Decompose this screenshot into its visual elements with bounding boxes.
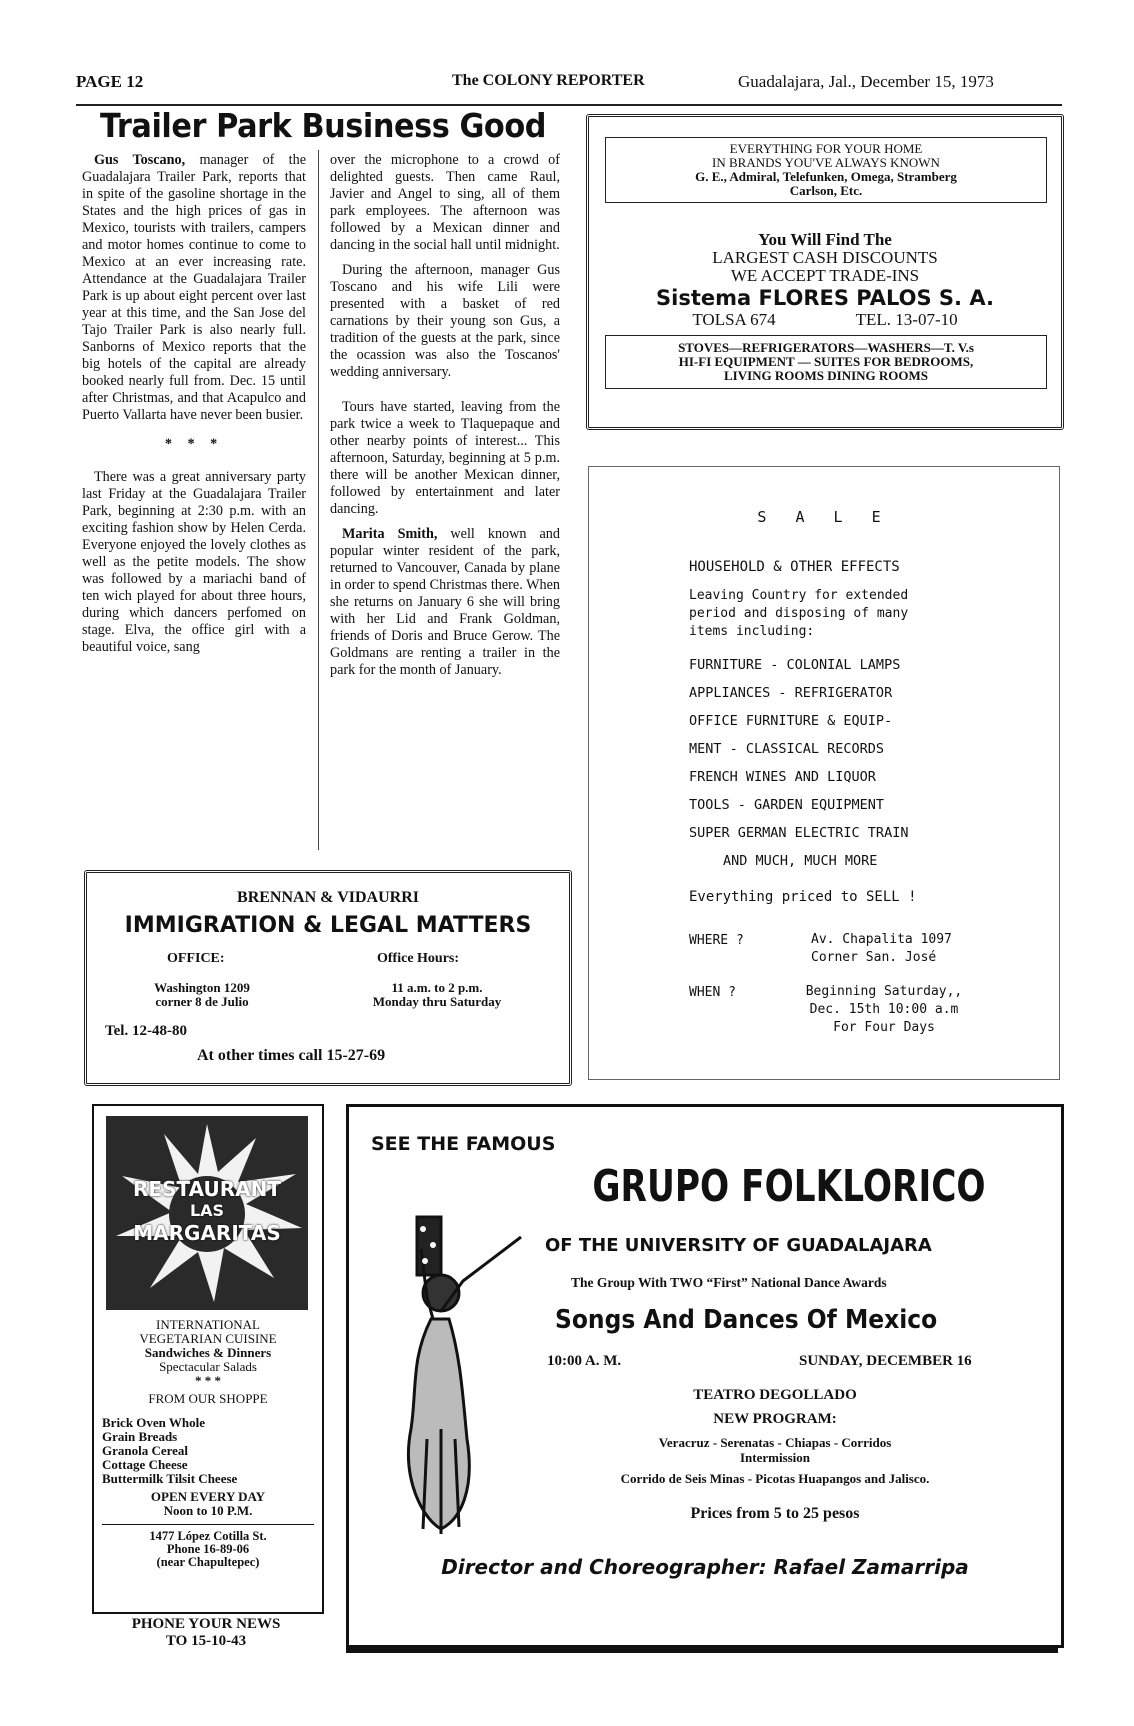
- page-number: PAGE 12: [76, 72, 144, 91]
- address-line: 1477 López Cotilla St.: [149, 1529, 267, 1543]
- program-list: [545, 1435, 1005, 1486]
- sale-priced: Everything priced to SELL !: [689, 889, 917, 905]
- shoppe-item: Buttermilk Tilsit Cheese: [102, 1471, 238, 1486]
- sale-title: S A L E: [757, 508, 891, 526]
- lead-name: Marita Smith,: [342, 526, 438, 542]
- hours-label: Office Hours:: [377, 951, 460, 966]
- ad-line: IN BRANDS YOU'VE ALWAYS KNOWN: [712, 155, 940, 170]
- hours-line: 11 a.m. to 2 p.m.: [391, 980, 483, 995]
- where-label: WHERE ?: [689, 933, 744, 948]
- address-line: (near Chapultepec): [156, 1555, 260, 1569]
- prices-line: Prices from 5 to 25 pesos: [690, 1505, 860, 1522]
- when-label: WHEN ?: [689, 985, 736, 1000]
- sale-item: OFFICE FURNITURE & EQUIP-: [689, 713, 893, 729]
- detail-line: Spectacular Salads: [159, 1359, 257, 1374]
- where-details: [811, 931, 952, 967]
- awards-line: The Group With TWO “First” National Dance Awards: [571, 1275, 887, 1290]
- show-time: 10:00 A. M.: [547, 1353, 622, 1369]
- ad-line: WE ACCEPT TRADE-INS: [730, 266, 920, 285]
- restaurant-details: [94, 1318, 322, 1406]
- shoppe-item: Granola Cereal: [102, 1443, 189, 1458]
- program-line: Intermission: [739, 1450, 811, 1465]
- column-divider: [318, 150, 319, 850]
- venue-name: TEATRO DEGOLLADO: [693, 1387, 857, 1403]
- restaurant-ad: [92, 1104, 324, 1614]
- section-stars: * * *: [164, 436, 224, 452]
- director-line: Director and Choreographer: Rafael Zamarripa: [441, 1555, 969, 1579]
- sale-subtitle: HOUSEHOLD & OTHER EFFECTS: [689, 559, 900, 575]
- sale-address: Corner San. José: [811, 950, 937, 965]
- address-line: corner 8 de Julio: [155, 994, 249, 1009]
- firm-names: BRENNAN & VIDAURRI: [237, 889, 419, 906]
- folklorico-ad: [346, 1104, 1064, 1648]
- lead-name: Gus Toscano,: [94, 152, 186, 168]
- sale-intro: Leaving Country for extended period and disposing of many items including:: [689, 588, 909, 639]
- news-line: PHONE YOUR NEWS: [131, 1616, 281, 1632]
- logo-line: LAS: [189, 1201, 225, 1220]
- songs-headline: Songs And Dances Of Mexico: [555, 1305, 938, 1335]
- ad-line: LIVING ROOMS DINING ROOMS: [723, 368, 929, 383]
- program-line: Corrido de Seis Minas - Picotas Huapangos and Jalisco.: [620, 1471, 930, 1486]
- detail-line: * * *: [195, 1373, 221, 1388]
- restaurant-address: [94, 1530, 322, 1569]
- shoppe-item: Grain Breads: [102, 1429, 178, 1444]
- sale-ad: [588, 466, 1060, 1080]
- venue-block: [545, 1383, 1005, 1431]
- firm-headline: IMMIGRATION & LEGAL MATTERS: [124, 913, 532, 938]
- sale-item: APPLIANCES - REFRIGERATOR: [689, 685, 893, 701]
- ad-line: HI-FI EQUIPMENT — SUITES FOR BEDROOMS,: [678, 354, 974, 369]
- sale-item: TOOLS - GARDEN EQUIPMENT: [689, 797, 885, 813]
- news-line: TO 15-10-43: [165, 1633, 247, 1649]
- paragraph: Tours have started, leaving from the park twice a week to Tlaquepaque and other nearby points of interest... This afternoon, Saturday, beginning at 5 p.m. there will be another Mexican dinner, followed by entertainment and later dancing.: [330, 399, 560, 517]
- ad-line: EVERYTHING FOR YOUR HOME: [729, 141, 923, 156]
- sale-item: FURNITURE - COLONIAL LAMPS: [689, 657, 901, 673]
- article-title: Trailer Park Business Good: [100, 106, 546, 145]
- shoppe-items: [102, 1416, 316, 1486]
- office-hours: [337, 981, 537, 1009]
- paragraph: There was a great anniversary party last Friday at the Guadalajara Trailer Park, beginning at 2:30 p.m. with an exciting fashion show by Helen Cerda. Everyone enjoyed the lovely clothes as well as the petite models. The show was followed by a mariachi band of ten wich played for about three hours, during which dancers perfomed on stage. Elva, the office girl with a beautiful voice, sang: [82, 469, 306, 655]
- sale-item: AND MUCH, MUCH MORE: [723, 853, 878, 869]
- logo-line: RESTAURANT: [133, 1177, 281, 1201]
- see-the-famous: SEE THE FAMOUS: [371, 1133, 556, 1155]
- firm-other-phone: At other times call 15-27-69: [197, 1047, 386, 1064]
- hours-line: OPEN EVERY DAY: [150, 1489, 266, 1504]
- university-line: OF THE UNIVERSITY OF GUADALAJARA: [545, 1235, 932, 1256]
- ad-line: STOVES—REFRIGERATORS—WASHERS—T. V.s: [678, 340, 974, 355]
- brands-box: [605, 137, 1047, 203]
- margaritas-logo: [106, 1116, 308, 1310]
- ad-line: You Will Find The: [758, 230, 892, 249]
- firm-phone: Tel. 12-48-80: [105, 1023, 187, 1039]
- logo-line: MARGARITAS: [133, 1221, 281, 1245]
- show-date: SUNDAY, DECEMBER 16: [799, 1353, 972, 1369]
- sale-items: [689, 651, 1029, 875]
- store-address: TOLSA 674: [692, 310, 776, 329]
- shoppe-item: Brick Oven Whole: [102, 1415, 206, 1430]
- shoppe-item: Cottage Cheese: [102, 1457, 188, 1472]
- sale-date: Beginning Saturday,,: [805, 984, 963, 999]
- discounts-block: [589, 231, 1061, 329]
- detail-line: VEGETARIAN CUISINE: [139, 1331, 277, 1346]
- restaurant-hours: [94, 1490, 322, 1518]
- products-box: [605, 335, 1047, 389]
- office-label: OFFICE:: [167, 951, 225, 966]
- dateline: Guadalajara, Jal., December 15, 1973: [738, 72, 994, 91]
- paragraph: manager of the Guadalajara Trailer Park, reports that in spite of the gasoline shortage in the States and the high prices of gas in Mexico, tourists with trailers, campers and motor homes continue to come to Mexico at an ever increasing rate. Attendance at the Guadalajara Trailer Park is up about eight percent over last year at this time, and the San Jose del Tajo Trailer Park is also nearly full. Sanborns of Mexico reports that the big hotels of the capital are already booked nearly full from. Dec. 15 until after Christmas, and that Acapulco and Puerto Vallarta have never been busier.: [82, 152, 306, 423]
- when-details: [789, 983, 979, 1037]
- hours-line: Noon to 10 P.M.: [163, 1503, 253, 1518]
- detail-line: Sandwiches & Dinners: [144, 1345, 272, 1360]
- ad-line: G. E., Admiral, Telefunken, Omega, Stramberg: [695, 169, 957, 184]
- sale-item: MENT - CLASSICAL RECORDS: [689, 741, 885, 757]
- ad-shadow: [346, 1646, 1058, 1653]
- sale-item: FRENCH WINES AND LIQUOR: [689, 769, 876, 785]
- group-name: GRUPO FOLKLORICO: [592, 1161, 986, 1212]
- ad-line: LARGEST CASH DISCOUNTS: [712, 248, 938, 267]
- program-line: Veracruz - Serenatas - Chiapas - Corridos: [658, 1435, 892, 1450]
- address-line: Washington 1209: [154, 980, 250, 995]
- flores-palos-ad: [586, 114, 1064, 430]
- phone-your-news: [92, 1616, 320, 1650]
- paragraph: well known and popular winter resident of the park, returned to Vancouver, Canada by plane in order to spend Christmas there. When she returns on January 6 she will bring with her Lid and Frank Goldman, friends of Doris and Bruce Gerow. The Goldmans are renting a trailer in the park for the month of January.: [330, 526, 560, 678]
- brennan-vidaurri-ad: [84, 870, 572, 1086]
- sale-date: For Four Days: [833, 1020, 935, 1035]
- sale-address: Av. Chapalita 1097: [811, 932, 952, 947]
- dancer-illustration-icon: [371, 1189, 541, 1549]
- divider: [102, 1524, 314, 1525]
- paragraph: over the microphone to a crowd of delighted guests. Then came Raul, Javier and Angel to sing, all of them park employees. The afternoon was followed by a Mexican dinner and dancing in the social hall until midnight.: [330, 152, 560, 253]
- store-phone: TEL. 13-07-10: [855, 310, 958, 329]
- sale-date: Dec. 15th 10:00 a.m: [809, 1002, 959, 1017]
- address-line: Phone 16-89-06: [166, 1542, 250, 1556]
- hours-line: Monday thru Saturday: [372, 994, 502, 1009]
- program-label: NEW PROGRAM:: [713, 1411, 837, 1427]
- article-column-2: [330, 152, 560, 687]
- paragraph: During the afternoon, manager Gus Toscano and his wife Lili were presented with a basket of red carnations by their young son Gus, a tradition of the guests at the park, since the ocassion was also the Toscanos' wedding anniversary.: [330, 262, 560, 380]
- sale-item: SUPER GERMAN ELECTRIC TRAIN: [689, 825, 909, 841]
- logo-text: [106, 1178, 308, 1244]
- office-address: [117, 981, 287, 1009]
- article-column-1: [82, 152, 306, 664]
- detail-line: FROM OUR SHOPPE: [148, 1391, 268, 1406]
- newspaper-name: The COLONY REPORTER: [452, 72, 645, 89]
- ad-line: Carlson, Etc.: [789, 183, 863, 198]
- contact-row: [589, 311, 1061, 329]
- detail-line: INTERNATIONAL: [156, 1317, 260, 1332]
- store-name: Sistema FLORES PALOS S. A.: [656, 286, 994, 310]
